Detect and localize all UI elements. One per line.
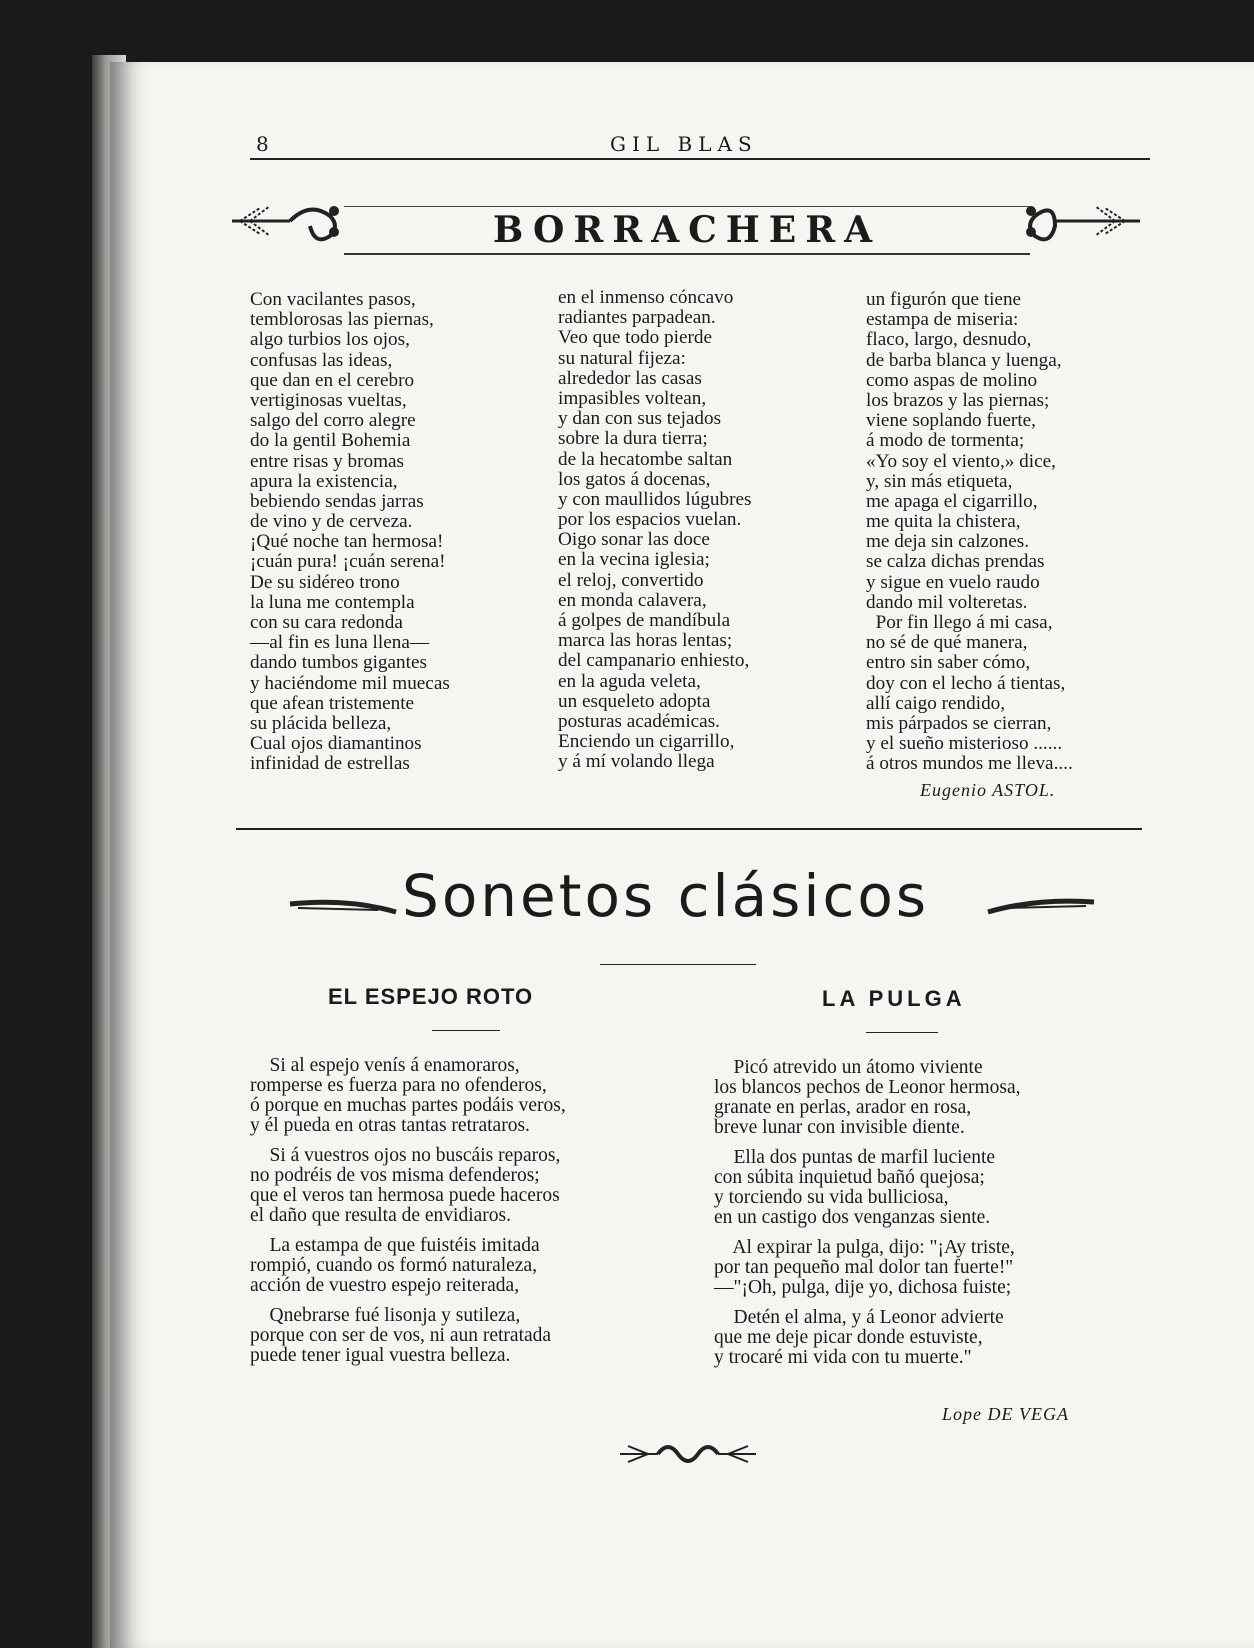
verse-line: Veo que todo pierde [558,327,712,349]
verse-line: se calza dichas prendas [866,551,1045,573]
sonnet-line: —"¡Oh, pulga, dije yo, dichosa fuiste; [714,1277,1012,1298]
verse-line: alrededor las casas [558,367,702,389]
sonnet-line: Al expirar la pulga, dijo: "¡Ay triste, [714,1237,1015,1258]
sonnet-line: granate en perlas, arador en rosa, [714,1097,972,1118]
verse-line: marca las horas lentas; [558,630,733,652]
page-number: 8 [256,132,275,156]
closing-ornament [618,1440,758,1468]
verse-line: á golpes de mandíbula [558,610,731,631]
verse-line: en la vecina iglesia; [558,549,710,571]
verse-line: que dan en el cerebro [250,369,415,391]
verse-line: un esqueleto adopta [558,690,711,712]
sonnet-line: y torciendo su vida bulliciosa, [714,1187,949,1208]
espejo-sonnet [250,1056,566,1376]
verse-line: dando tumbos gigantes [250,652,427,674]
verse-line: algo turbios los ojos, [250,329,410,351]
sonnet-line: que me deje picar donde estuviste, [714,1327,983,1348]
verse-line: no sé de qué manera, [866,632,1028,654]
borrachera-title: BORRACHERA [344,206,1030,255]
verse-line: de barba blanca y luenga, [866,349,1062,371]
verse-line: de la hecatombe saltan [558,448,733,470]
pulga-author: Lope DE VEGA [942,1404,1069,1424]
sonnet-stanza [714,1148,1021,1228]
sonnet-line: Picó atrevido un átomo viviente [714,1057,983,1078]
left-swash-ornament [288,896,398,916]
verse-line: bebiendo sendas jarras [250,490,424,512]
sonnet-line: rompió, cuando os formó naturaleza, [250,1255,537,1276]
pulga-title: LA PULGA [822,986,966,1011]
verse-line: doy con el lecho á tientas, [866,672,1066,694]
verse-line: ¡cuán pura! ¡cuán serena! [250,551,446,573]
newspaper-page [110,62,1254,1648]
sonnet-stanza [250,1236,566,1296]
sonnet-line: los blancos pechos de Leonor hermosa, [714,1077,1021,1098]
verse-line: mis párpados se cierran, [866,712,1052,734]
sonnet-line: Qnebrarse fué lisonja y sutileza, [250,1305,521,1326]
sonnet-line: Detén el alma, y á Leonor advierte [714,1307,1004,1328]
verse-line: sobre la dura tierra; [558,428,708,450]
verse-line: vertiginosas vueltas, [250,389,407,411]
section-divider [236,828,1142,830]
verse-line: posturas académicas. [558,710,720,732]
sonnet-stanza [250,1306,566,1366]
verse-line: de vino y de cerveza. [250,511,413,533]
sonnet-line: y él pueda en otras tantas retrataros. [250,1115,530,1136]
verse-line: los gatos á docenas, [558,468,711,490]
verse-line: un figurón que tiene [866,289,1022,310]
sonnet-stanza [714,1308,1021,1368]
verse-line: temblorosas las piernas, [250,309,434,331]
header-rule [250,158,1150,160]
left-flourish-ornament [230,196,350,246]
sonnet-line: La estampa de que fuistéis imitada [250,1235,540,1256]
verse-line: y, sin más etiqueta, [866,470,1013,492]
pulga-sonnet [714,1058,1021,1378]
verse-line: y dan con sus tejados [558,408,722,430]
verse-line: á modo de tormenta; [866,430,1025,452]
verse-line: viene soplando fuerte, [866,410,1036,432]
verse-line: y el sueño misterioso ...... [866,733,1063,755]
sonnet-stanza [250,1146,566,1226]
sonnet-stanza [250,1056,566,1136]
sonetos-title: Sonetos clásicos [402,862,930,930]
sonnet-line: Ella dos puntas de marfil luciente [714,1147,996,1168]
sonnet-stanza [714,1058,1021,1138]
sonnet-line: en un castigo dos venganzas siente. [714,1207,991,1228]
borrachera-author: Eugenio ASTOL. [920,780,1056,800]
running-title: GIL BLAS [610,132,758,156]
verse-line: la luna me contempla [250,591,415,613]
verse-line: ¡Qué noche tan hermosa! [250,531,444,553]
verse-line: estampa de miseria: [866,309,1019,331]
verse-line: me apaga el cigarrillo, [866,490,1038,512]
verse-line: infinidad de estrellas [250,753,410,775]
borrachera-column-2 [558,288,751,773]
sonnet-line: el daño que resulta de envidiaros. [250,1205,511,1226]
verse-line: salgo del corro alegre [250,410,416,432]
verse-line: del campanario enhiesto, [558,650,750,672]
sonnet-line: no podréis de vos misma defenderos; [250,1165,540,1186]
verse-line: Por fin llego á mi casa, [866,612,1053,633]
verse-line: apura la existencia, [250,470,398,492]
verse-line: De su sidéreo trono [250,571,400,593]
sonnet-stanza [714,1238,1021,1298]
pulga-title-rule [866,1032,938,1033]
verse-line: en monda calavera, [558,589,707,611]
verse-line: do la gentil Bohemia [250,430,411,452]
sonnet-line: breve lunar con invisible diente. [714,1117,965,1138]
verse-line: impasibles voltean, [558,387,707,409]
verse-line: y á mí volando llega [558,751,715,773]
verse-line: como aspas de molino [866,369,1038,391]
verse-line: por los espacios vuelan. [558,509,742,531]
verse-line: confusas las ideas, [250,349,393,371]
sonnet-line: y trocaré mi vida con tu muerte." [714,1347,972,1368]
verse-line: los brazos y las piernas; [866,389,1050,411]
verse-line: me quita la chistera, [866,511,1021,533]
verse-line: Con vacilantes pasos, [250,289,416,310]
sonnet-line: con súbita inquietud bañó quejosa; [714,1167,985,1188]
verse-line: con su cara redonda [250,612,403,633]
verse-line: «Yo soy el viento,» dice, [866,450,1056,472]
sonnet-line: Si á vuestros ojos no buscáis reparos, [250,1145,561,1166]
sonnet-line: porque con ser de vos, ni aun retratada [250,1325,552,1346]
verse-line: en la aguda veleta, [558,670,701,692]
verse-line: flaco, largo, desnudo, [866,329,1032,351]
verse-line: allí caigo rendido, [866,692,1006,714]
sonnet-line: Si al espejo venís á enamoraros, [250,1055,520,1076]
sonnet-line: romperse es fuerza para no ofenderos, [250,1075,547,1096]
espejo-title-rule [432,1030,500,1031]
sonnet-line: por tan pequeño mal dolor tan fuerte!" [714,1257,1014,1278]
sonnet-line: que el veros tan hermosa puede haceros [250,1185,560,1206]
verse-line: Oigo sonar las doce [558,529,710,551]
verse-line: que afean tristemente [250,692,415,714]
verse-line: su plácida belleza, [250,712,392,734]
verse-line: y haciéndome mil muecas [250,672,450,694]
verse-line: Enciendo un cigarrillo, [558,731,735,753]
right-swash-ornament [986,896,1096,916]
verse-line: —al fin es luna llena— [250,632,430,654]
right-flourish-ornament [1015,196,1145,246]
verse-line: radiantes parpadean. [558,307,716,329]
sonnet-line: ó porque en muchas partes podáis veros, [250,1095,566,1116]
verse-line: y sigue en vuelo raudo [866,571,1040,593]
verse-line: entre risas y bromas [250,450,404,472]
espejo-title: EL ESPEJO ROTO [328,984,534,1009]
verse-line: el reloj, convertido [558,569,704,591]
sonnet-line: acción de vuestro espejo reiterada, [250,1275,520,1296]
verse-line: y con maullidos lúgubres [558,488,752,510]
verse-line: en el inmenso cóncavo [558,287,734,308]
verse-line: á otros mundos me lleva.... [866,753,1073,775]
borrachera-column-3 [866,290,1073,775]
verse-line: me deja sin calzones. [866,531,1030,553]
verse-line: dando mil volteretas. [866,591,1028,613]
borrachera-column-1 [250,290,450,775]
verse-line: entro sin saber cómo, [866,652,1031,674]
subtitle-rule [600,964,756,965]
verse-line: su natural fijeza: [558,347,686,369]
sonnet-line: puede tener igual vuestra belleza. [250,1345,511,1366]
verse-line: Cual ojos diamantinos [250,733,422,755]
